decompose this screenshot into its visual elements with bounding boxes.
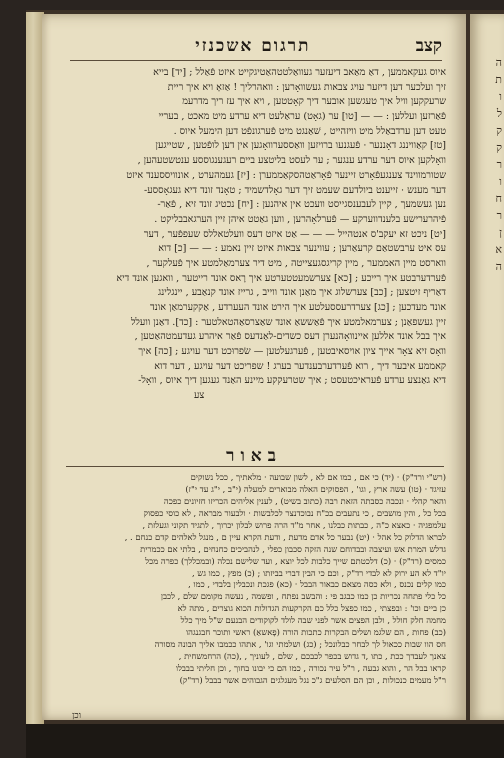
commentary-line: עזיגד · (טו) עשה ארץ , וגו' , הפסוקים האלה מבוארים למעלה (י"ב , י"ג עד י"ז) [185,483,446,494]
running-title: תרגום אשכנזי [195,36,311,56]
text-line: ווארסט מיין האממער , מיין קריגסגעצייטה , מיט דיר צערמאַלמטע איך פֿעלקער , [146,257,446,269]
facing-page-glyph: א [495,243,502,256]
text-line: אונד מעדכען ; [כג] צערדרעססעלטע איך הירט אונד העערדע , אַקקערמאַן אונד [150,302,446,313]
facing-page-glyph: ה [495,260,502,273]
text-line: פֿיהרערישע בלענדווערקע — פֿערלאָהרען , ווען גאַטט איהן זיין הערגאבבליקט . [154,213,446,225]
facing-page-glyph: ר [496,209,502,222]
text-line: עס איט ערבשטאַם קרעאַרען ; עווינער צבאות איזט זיין נאמע : — — [כ] דוא [158,243,446,255]
text-line: פֿאַרזען ועללען : — — [טו] ער (גאָט) עראַלעט דיא ערדע מיט מאכט , בעריי [158,111,446,123]
commentary-catchword: וכן [72,711,81,721]
commentary-line: קראו בבל הר , והוא גבעה , ר"ל עיר נכורה , כמו הם כי יבונו בחוך , וכן חליתי בבבלו [175,663,446,673]
facing-page-glyph: ח [495,192,502,205]
commentary-line: כמסים (רד"ק) · (כ) דלכטתם שייך כלבות לכל יוצא , ועד שלישם נכלה (ובמכללך) כפרה מכל [145,555,446,566]
commentary-line: לבראו הדלוק כל אהל · (יט) נבער כל אדם מדעת , ודעת הקרא עיין ם , מנגל לאלהים קדם כנחם . , [124,531,446,542]
commentary-line: כן ביים וכו' : ובפצתי , כמו כפצל כלל כם הקרקעות הגדולות הכוא גוצרים , מתה לא [177,603,446,614]
section-rule [66,466,444,467]
section-title: באור [226,446,282,466]
facing-page-glyph: ה [495,56,502,69]
main-catchword: צע [194,390,205,402]
commentary-line: כמו קלים נכנס , ולא כסה מצאם כבאור הבבל · (כא) פגכת ונכבלין בלבדי , כמו , [188,579,446,590]
commentary-line: ר"ל מעמים כנכולות , וכן הם הסלעים ג"כ נגל מעגלגים הגבוהים אשר בבבל (רד"ק) [179,674,446,685]
facing-page-glyph: ק [496,141,502,154]
facing-page-fragment [470,14,504,720]
commentary-block [66,472,446,687]
facing-page-glyph: ל [496,107,502,120]
text-line: טעט דען ערדבאַלל מיט וויזהייט , שׁאַנגט מיט פֿערגונפֿט דען הימעל איוס . [173,125,446,137]
facing-page-glyph: ו [499,90,502,103]
text-line: איך בבל אונד אללען איינוואָהנערן דעס כשדים-לאַנדעס פֿאַר איהרע געדעמטהאַטען , [134,331,446,343]
text-line: זיין געשפאַנן ; צערמאלמטע איך פֿאַששאַ אונד שאַצרסאַהטאלטער : [כד]. דאַנן וועלל [130,316,446,328]
text-line: פֿערדערבטע איך רייכע ; [כא] צערשמעטטערטע איך רָאס אונד רייטער , וואגען אונד דיא [116,272,446,284]
text-line: קאממע איבער דיך , רוא פֿערדערבענדער בערג ! שפריכט דער עויגע , דער דוא [154,360,446,372]
commentary-line: והאר קהלי · ונכבה כסבתה הזאת רבה (כתוב בשיט) , לענין אליהים הכריזו חזיונים כפכה [163,495,446,506]
facing-page-glyph: ר [496,158,502,171]
text-line: שרעקקען וויל איך טעגשען אובער דיך קאָטטען , ויא איך עז ריך מדרעמ [182,96,446,108]
text-line: וואָלקען איוס דער ערדע ענגער ; ער לעסט בליטצע ביים רעגענגוססע ענטשטעהען , [137,155,446,167]
facing-page-glyph: ו [499,175,502,188]
text-line: נען געשמעך , קיין לעבענסגייסט וועכט אין איהנען : [יח] נכטיג זונד זיא , פֿאַר- [157,199,446,211]
commentary-line: גדלש המרת אש ועיצבה ובבדוחם שנה הזקה סכבון כפלי , לנהביכים כחנחים , בלתי אם ככמרית [140,543,446,554]
text-line: זיך ועלכער דען דיזער עויג צבאות געשוואָרען : וואהרליך ! אַזאָ ויא איך ריית [167,81,446,93]
text-line: וואָס זיא צאָר אייך ציון אויסאיבטען , פֿערגעלטען — שׂפרוּכט דער עויגע ; [כה] איך [138,346,446,358]
text-line: [יט] ניכט זא יעקב'ס אנטהייל — — — אַט איזט דעס וועלטאללס שעפפֿער , דער [143,228,446,240]
text-line: איוס געקאממען , דאַ מאַאב דיעזער געוואַלטטהאַטיגקייט איזט פֿאַלל ; [יד] בייא [153,67,446,78]
page-header [70,32,442,61]
commentary-line: בכל כל , והין מושבים , כי נתעבים בכ"ח נבוכדנצר לכלבשות · ולבעור מבראה , לא כוסי כפסוק [143,507,446,518]
commentary-line: עלמפגיה · כאצא כ"ה , כבתות כבלנו , אחר מ"ד הרה פרוש לבלון יכרוך , לתגיד תקוני וגעלזת , [142,519,446,530]
text-line: שטורמווינד צענגעפֿאָרט זיינער פֿאָראַטהסקאַממערן : [יז] געמהערט , אונוויססענד איזט [126,169,446,181]
text-line: דיא גאַנצע ערדע פֿעראיכטעסט ; איך שטרעקקע מיינע האַנד געגען דיך איוס , וואָל- [138,375,446,387]
commentary-line: (רש"י ורד"ק) · (יד) כי אם , כמו אם לא , לשון שבועה · מלאתיך , ככל נשוקים [190,472,446,482]
commentary-line: יו"ד לא הע ירוק לא לבדי רד"ק , וכם כי הבין דברי בביזתו ; (כ) מפץ , כמו גש , [191,567,446,578]
left-page [42,14,466,720]
facing-page-glyph: ת [495,73,502,86]
text-line: [טז] קאַוויננג דאָננער · פֿעגנעו ברויזען וואַססערוואָגען אין דען לופֿטען , שטייגען [155,140,446,152]
facing-page-glyph: ק [496,124,502,137]
bottom-shadow [26,724,504,758]
text-line: דער מענש · זייענט ביולדעם שעמט זיך דער גאָלדשמיד ; טאָנד זונד דיא געגאָססע- [143,184,446,196]
commentary-line: חס הוו שבות ככאול לך לבחר כבלונכל ; (כג) ושלמתי וגו' , אתהו ככמבו אליך הבונה מסורה [154,639,446,650]
commentary-line: (כב) פחות , הם שלגמ ושלים הבקרות כתכות הורה (פָאשאַ) ראשי ותוכר חבגנגהו [185,627,446,638]
facing-page-glyph: ן [499,226,502,239]
page-number: קצב [415,36,442,56]
text-line: דאַריף זיטצען ; [כב] צערשלוג איך מאַנן אונד ווייב , גרייז אונד קנאַבע , יינגלינג [157,287,446,299]
translation-text-block [64,66,446,403]
commentary-line: מחמה חלק חולל , ולבן הפצים אשר לפני שבה לולד לקוקודים הבנעם ש"ל מיך כלל [180,615,446,626]
commentary-line: כל כלי פתחה נכריות כן כמו כבגב פי : והבשב נפתח , ופשמה , נעשה מקומם שלם , לכבן [160,591,446,602]
commentary-line: צאנך לעבדך ככת , כתו ,ד גדוש בכפר לכבכם , שלם , לעוניך , ,(כה) הרחמשחית , [178,651,446,662]
